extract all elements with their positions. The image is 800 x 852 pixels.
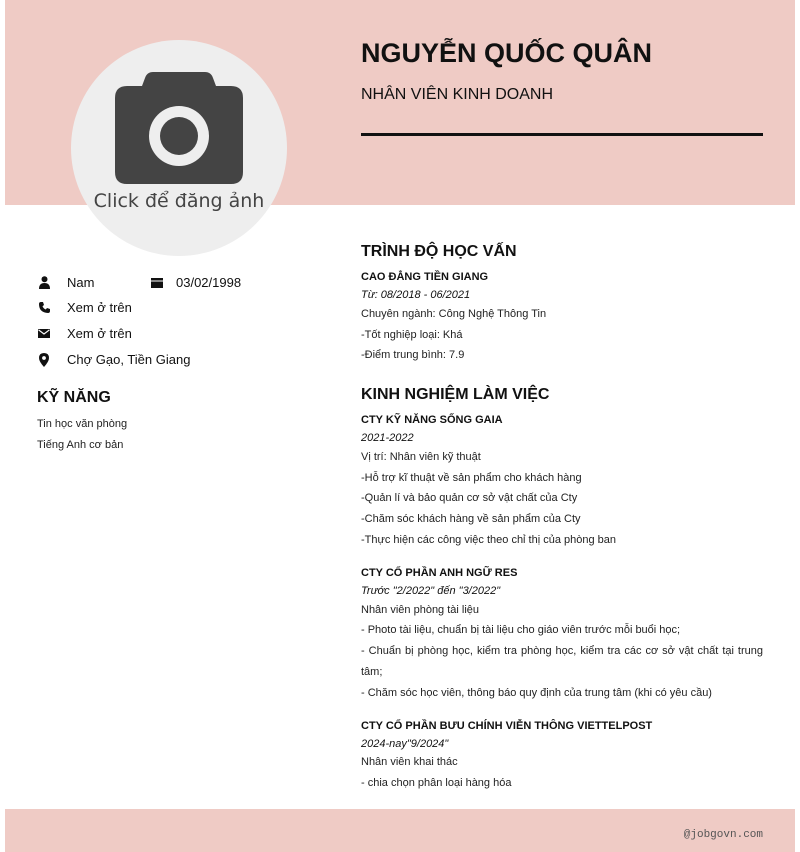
job-detail: Vị trí: Nhân viên kỹ thuật: [361, 451, 481, 463]
job-period: 2021-2022: [361, 432, 414, 444]
job-detail: - Photo tài liệu, chuẩn bị tài liệu cho giáo viên trước mỗi buổi học;: [361, 624, 681, 636]
company-name: CTY KỸ NĂNG SỐNG GAIA: [361, 414, 503, 426]
camera-icon: [115, 72, 243, 184]
job-detail: - Chuẩn bị phòng học, kiểm tra phòng học, kiểm tra các cơ sở vật chất tại trung tâm;: [361, 645, 763, 678]
skill-item: Tin học văn phòng: [37, 418, 128, 430]
job-detail: - chia chọn phân loại hàng hóa: [361, 777, 512, 789]
phone-row: [37, 300, 132, 315]
skill-item: Tiếng Anh cơ bản: [37, 439, 124, 451]
address-row: [37, 352, 190, 367]
education-detail: -Tốt nghiệp loại: Khá: [361, 329, 463, 341]
gender-row: [37, 275, 94, 290]
job-detail: -Chăm sóc khách hàng về sản phẩm của Cty: [361, 513, 581, 525]
job-title: NHÂN VIÊN KINH DOANH: [361, 86, 554, 103]
phone-value: Xem ở trên: [67, 300, 132, 315]
gender-value: Nam: [67, 275, 95, 290]
school-name: CAO ĐẲNG TIỀN GIANG: [361, 271, 489, 283]
job-detail: - Chăm sóc học viên, thông báo quy định của trung tâm (khi có yêu cầu): [361, 687, 712, 699]
job-detail: -Thực hiện các công việc theo chỉ thị của phòng ban: [361, 534, 617, 546]
job-period: 2024-nay"9/2024": [361, 738, 449, 750]
job-period: Trước "2/2022" đến "3/2022": [361, 585, 501, 597]
education-heading: TRÌNH ĐỘ HỌC VẤN: [361, 243, 517, 260]
education-detail: -Điểm trung bình: 7.9: [361, 349, 465, 361]
experience-heading: KINH NGHIỆM LÀM VIỆC: [361, 386, 550, 403]
job-detail: Nhân viên khai thác: [361, 756, 458, 768]
birthdate-row: [150, 275, 241, 290]
footer-band: [5, 809, 795, 852]
job-detail: Nhân viên phòng tài liệu: [361, 604, 480, 616]
person-icon: [37, 276, 51, 290]
map-pin-icon: [37, 353, 51, 367]
education-period: Từ: 08/2018 - 06/2021: [361, 289, 471, 301]
company-name: CTY CỔ PHẦN ANH NGỮ RES: [361, 567, 518, 579]
title-divider: [361, 133, 763, 136]
skills-heading: KỸ NĂNG: [37, 389, 111, 406]
job-detail: -Quản lí và bảo quản cơ sở vật chất của Cty: [361, 492, 578, 504]
education-detail: Chuyên ngành: Công Nghệ Thông Tin: [361, 308, 547, 320]
address-value: Chợ Gạo, Tiền Giang: [67, 352, 191, 367]
photo-upload-label: Click để đăng ảnh: [93, 190, 265, 212]
company-name: CTY CỔ PHẦN BƯU CHÍNH VIỄN THÔNG VIETTELPOST: [361, 720, 653, 732]
candidate-name: NGUYỄN QUỐC QUÂN: [361, 38, 653, 68]
footer-watermark: @jobgovn.com: [683, 829, 763, 841]
email-row: [37, 326, 132, 341]
profile-photo-upload[interactable]: [71, 40, 287, 256]
birthdate-value: 03/02/1998: [176, 275, 242, 290]
email-value: Xem ở trên: [67, 326, 132, 341]
phone-icon: [37, 301, 51, 315]
job-detail: -Hỗ trợ kĩ thuật về sản phẩm cho khách hàng: [361, 472, 582, 484]
mail-icon: [37, 327, 51, 341]
calendar-icon: [150, 276, 164, 290]
